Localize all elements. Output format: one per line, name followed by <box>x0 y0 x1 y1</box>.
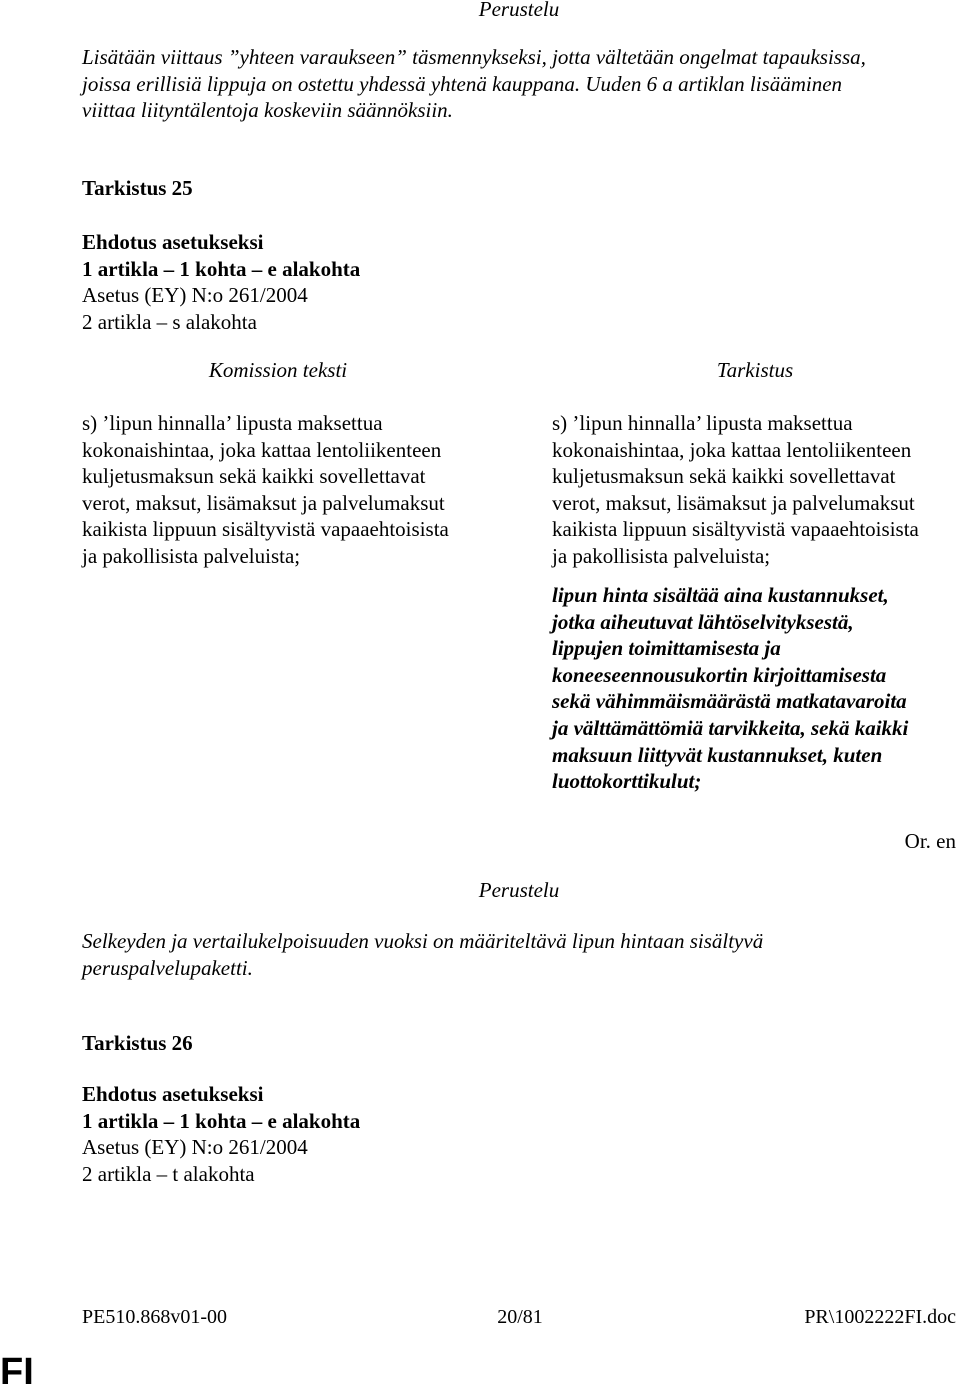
amendment-added-text <box>552 582 908 795</box>
proposal-label: Ehdotus asetukseksi <box>82 1082 264 1106</box>
justification-25-text <box>82 928 763 981</box>
commission-text-line: kuljetusmaksun sekä kaikki sovellettavat <box>82 464 426 489</box>
added-text-line: sekä vähimmäismäärästä matkatavaroita <box>552 689 907 714</box>
added-text-line: ja välttämättömiä tarvikkeita, sekä kaikki <box>552 715 909 740</box>
commission-text-header: Komission teksti <box>208 358 348 382</box>
footer-page-number: 20/81 <box>497 1306 543 1328</box>
amendment-25-title: Tarkistus 25 <box>82 176 193 200</box>
original-language: Or. en <box>904 829 956 853</box>
amendment-text-header: Tarkistus <box>716 358 794 382</box>
footer-doc-ref: PE510.868v01-00 <box>82 1306 227 1328</box>
footer-language-code: FI <box>0 1351 34 1393</box>
added-text-line: jotka aiheutuvat lähtöselvityksestä, <box>552 609 854 634</box>
added-text-line: maksuun liittyvät kustannukset, kuten <box>552 742 883 767</box>
added-text-line: lippujen toimittamisesta ja <box>552 636 781 661</box>
amendment-text-line: kokonaishintaa, joka kattaa lentoliikenteen <box>552 437 912 462</box>
amendment-text-line: verot, maksut, lisämaksut ja palvelumaksut <box>552 490 915 515</box>
proposal-label: Ehdotus asetukseksi <box>82 230 264 254</box>
top-justification-heading: Perustelu <box>478 0 560 21</box>
commission-text-line: verot, maksut, lisämaksut ja palvelumaksut <box>82 490 445 515</box>
justification-25-line: peruspalvelupaketti. <box>82 955 253 980</box>
commission-text-line: kaikista lippuun sisältyvistä vapaaehtoisista <box>82 517 449 542</box>
added-text-line: luottokorttikulut; <box>552 769 702 794</box>
amendment-text <box>552 410 919 570</box>
added-text-line: lipun hinta sisältää aina kustannukset, <box>552 583 889 607</box>
regulation-reference: Asetus (EY) N:o 261/2004 <box>82 1135 308 1160</box>
commission-text-line: s) ’lipun hinnalla’ lipusta maksettua <box>82 411 383 435</box>
amendment-text-line: kaikista lippuun sisältyvistä vapaaehtoisista <box>552 517 919 542</box>
amendment-text-line: s) ’lipun hinnalla’ lipusta maksettua <box>552 411 853 435</box>
regulation-reference: Asetus (EY) N:o 261/2004 <box>82 283 308 308</box>
commission-text-line: kokonaishintaa, joka kattaa lentoliikenteen <box>82 437 442 462</box>
article-reference: 1 artikla – 1 kohta – e alakohta <box>82 256 361 281</box>
commission-text-line: ja pakollisista palveluista; <box>82 543 301 568</box>
justification-25-line: Selkeyden ja vertailukelpoisuuden vuoksi on määriteltävä lipun hintaan sisältyvä <box>82 929 764 953</box>
footer-file-ref: PR\1002222FI.doc <box>804 1306 956 1328</box>
amendment-25-reference <box>82 229 360 335</box>
amendment-26-title: Tarkistus 26 <box>82 1031 193 1055</box>
commission-text <box>82 410 449 570</box>
amendment-text-line: kuljetusmaksun sekä kaikki sovellettavat <box>552 464 896 489</box>
top-justification-line: joissa erillisiä lippuja on ostettu yhdessä yhtenä kauppana. Uuden 6 a artiklan lisääminen <box>82 71 843 96</box>
added-text-line: koneeseennousukortin kirjoittamisesta <box>552 662 887 687</box>
amendment-26-reference <box>82 1081 360 1187</box>
subpoint-reference: 2 artikla – s alakohta <box>82 309 257 334</box>
top-justification-line: Lisätään viittaus ”yhteen varaukseen” täsmennykseksi, jotta vältetään ongelmat tapauksissa, <box>82 45 866 69</box>
subpoint-reference: 2 artikla – t alakohta <box>82 1161 255 1186</box>
top-justification-text <box>82 44 866 124</box>
justification-25-heading: Perustelu <box>478 878 560 902</box>
top-justification-line: viittaa liityntälentoja koskeviin säännöksiin. <box>82 98 453 123</box>
amendment-text-line: ja pakollisista palveluista; <box>552 543 771 568</box>
article-reference: 1 artikla – 1 kohta – e alakohta <box>82 1108 361 1133</box>
